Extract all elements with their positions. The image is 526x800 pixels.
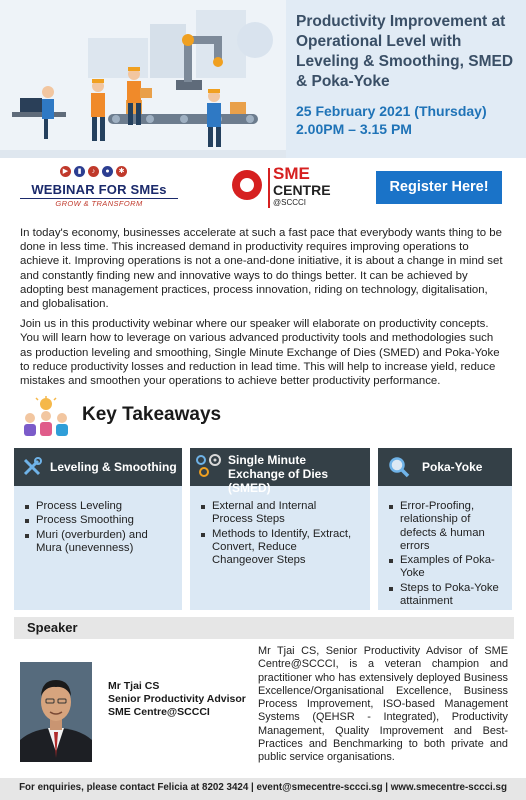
takeaway-list bbox=[14, 486, 182, 555]
hero-banner bbox=[0, 0, 526, 158]
logos-row bbox=[0, 162, 526, 216]
column-title: Leveling & Smoothing bbox=[50, 460, 177, 474]
takeaway-column-header bbox=[190, 448, 370, 495]
sme-centre-logo bbox=[232, 164, 342, 214]
key-takeaways-title: Key Takeaways bbox=[82, 404, 222, 425]
gear-icon: ✱ bbox=[116, 166, 127, 177]
factory-workers-icon bbox=[0, 0, 286, 158]
list-item: Process Leveling bbox=[36, 500, 172, 513]
column-title: Single Minute Exchange of Dies (SMED) bbox=[228, 453, 329, 495]
speaker-name: Mr Tjai CS bbox=[108, 680, 160, 692]
list-item: External and Internal Process Steps bbox=[212, 500, 360, 527]
list-item: Muri (overburden) and Mura (unevenness) bbox=[36, 529, 172, 556]
magnifier-icon bbox=[388, 456, 410, 478]
speaker-credentials bbox=[108, 680, 246, 719]
sme-logo-line2: CENTRE bbox=[273, 182, 331, 198]
contact-info: For enquiries, please contact Felicia at 8202 3424 | event@smecentre-sccci.sg | www.smecentre-sccci.sg bbox=[19, 782, 507, 793]
key-takeaways-header bbox=[20, 396, 320, 436]
video-icon: ▶ bbox=[60, 166, 71, 177]
intro-paragraph-1: In today's economy, businesses accelerate at such a fast pace that everybody wants thing to be done in less time. This increased demand in productivity requires improving operations to achieve it. Improving operations is not a one-and-done initiative, it is about a change in mind set and constantly finding new and innovative ways to do things better. It can be achieved by adopting best management practices, process innovation, riding on technology, digitalisation, and globalisation. bbox=[20, 227, 503, 311]
speaker-photo bbox=[20, 662, 92, 762]
webinar-tagline: GROW & TRANSFORM bbox=[55, 199, 143, 208]
factory-illustration bbox=[0, 0, 286, 158]
speaker-section-title: Speaker bbox=[27, 620, 78, 635]
sme-logo-line1: SME bbox=[273, 164, 310, 183]
intro-text bbox=[20, 226, 508, 388]
takeaway-column-header bbox=[14, 448, 182, 486]
logo-divider bbox=[268, 168, 270, 208]
event-time: 2.00PM – 3.15 PM bbox=[296, 121, 412, 137]
speaker-bio: Mr Tjai CS, Senior Productivity Advisor of SME Centre@SCCCI, is a veteran champion and practitioner who has extensively deployed Business Excellence/Organisational Excellence, Business Process Improvement, ISO-based Management Systems (QEHSR - Integrated), Productivity Management, Quality Improvement and Best-Practices and Benchmarking to both private and public service organisations. bbox=[258, 645, 508, 764]
list-item: Steps to Poka-Yoke attainment bbox=[400, 582, 502, 609]
speaker-org: SME Centre@SCCCI bbox=[108, 706, 210, 718]
sme-swirl-icon bbox=[232, 170, 262, 200]
takeaway-column-smed bbox=[190, 448, 370, 610]
list-item: Examples of Poka-Yoke bbox=[400, 554, 502, 581]
takeaway-column-header bbox=[378, 448, 512, 486]
sme-logo-line3: @SCCCI bbox=[273, 198, 307, 207]
takeaway-column-pokayoke bbox=[378, 448, 512, 610]
list-item: Process Smoothing bbox=[36, 514, 172, 527]
list-item: Methods to Identify, Extract, Convert, Reduce Changeover Steps bbox=[212, 528, 360, 568]
page-title: Productivity Improvement at Operational Level with Leveling & Smoothing, SMED & Poka-Yoke bbox=[296, 13, 514, 90]
speaker-role: Senior Productivity Advisor bbox=[108, 693, 246, 705]
speaker-portrait-icon bbox=[20, 662, 92, 762]
hero-text-panel bbox=[286, 0, 526, 158]
webinar-media-icons bbox=[60, 166, 127, 178]
event-date: 25 February 2021 (Thursday) bbox=[296, 103, 487, 119]
column-title: Poka-Yoke bbox=[422, 460, 483, 474]
team-icon bbox=[20, 396, 72, 436]
webinar-logo bbox=[20, 166, 178, 212]
intro-paragraph-2: Join us in this productivity webinar where our speaker will elaborate on productivity concepts. You will learn how to leverage on various advanced productivity tools and methodologies such as production leveling and smoothing, Single Minute Exchange of Dies (SMED) and Poka-Yoke to reduce productivity losses and reduction in lead time. This will help to increase yield, reduce mistakes and smoothen your operations to achieve better productivity performance. bbox=[20, 318, 500, 388]
register-button[interactable]: Register Here! bbox=[376, 171, 502, 204]
speaker-section-bar bbox=[14, 617, 514, 639]
gears-clock-icon bbox=[195, 454, 225, 478]
audio-icon: ♪ bbox=[88, 166, 99, 177]
webinar-title: WEBINAR FOR SMEs bbox=[20, 182, 178, 199]
takeaway-list bbox=[378, 486, 512, 608]
tools-icon bbox=[22, 457, 42, 477]
takeaway-list bbox=[190, 486, 370, 567]
footer-bar bbox=[0, 778, 526, 800]
list-item: Error-Proofing, relationship of defects & human errors bbox=[400, 500, 502, 553]
person-icon: ● bbox=[102, 166, 113, 177]
takeaway-column-leveling bbox=[14, 448, 182, 610]
chart-icon: ▮ bbox=[74, 166, 85, 177]
